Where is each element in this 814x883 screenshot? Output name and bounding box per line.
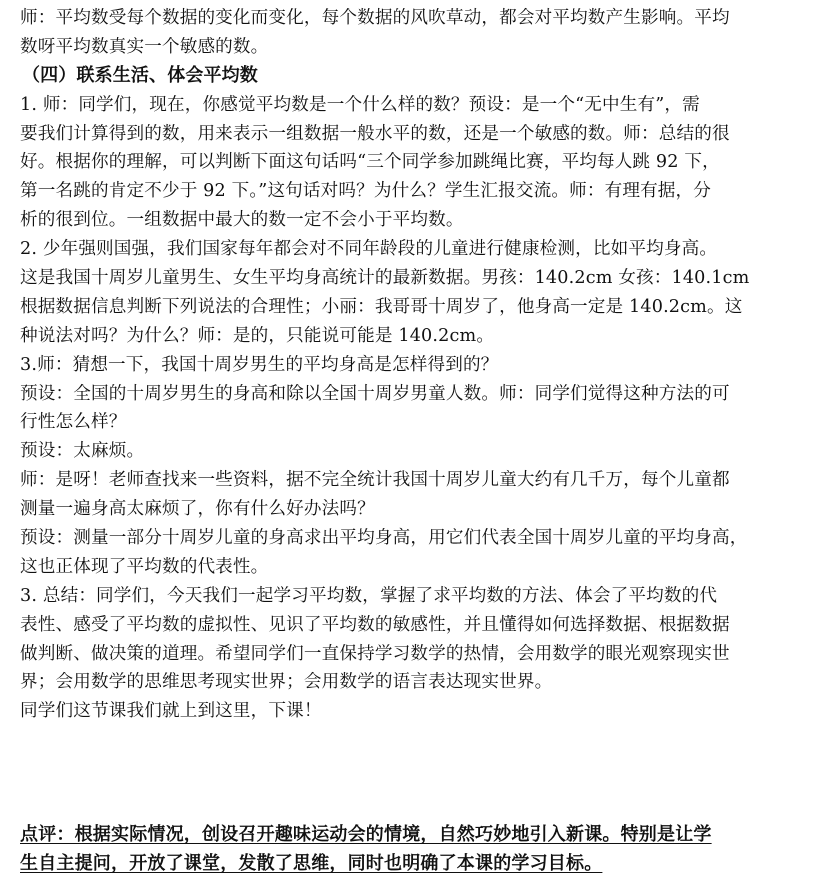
text-line: 根据数据信息判断下列说法的合理性；小丽：我哥哥十周岁了，他身高一定是 140.2cm。这 <box>20 296 743 317</box>
text-line: 同学们这节课我们就上到这里，下课！ <box>20 701 322 722</box>
text-line: 做判断、做决策的道理。希望同学们一直保持学习数学的热情，会用数学的眼光观察现实世 <box>20 643 730 664</box>
text-line: 2. 少年强则国强，我们国家每年都会对不同年龄段的儿童进行健康检测，比如平均身高。 <box>20 239 718 260</box>
text-line: 数呀平均数真实一个敏感的数。 <box>20 36 269 57</box>
text-line: 这是我国十周岁儿童男生、女生平均身高统计的最新数据。男孩：140.2cm 女孩：140.1cm <box>20 268 750 289</box>
text-line: 师：平均数受每个数据的变化而变化，每个数据的风吹草动，都会对平均数产生影响。平均 <box>20 8 730 28</box>
text-line: 3.师：猜想一下，我国十周岁男生的平均身高是怎样得到的？ <box>20 354 499 375</box>
text-line: 预设：太麻烦。 <box>20 441 145 462</box>
comment-line: 生自主提问，开放了课堂，发散了思维，同时也明确了本课的学习目标。 <box>20 853 603 875</box>
text-line: 要我们计算得到的数，用来表示一组数据一般水平的数，还是一个敏感的数。师：总结的很 <box>20 123 730 144</box>
text-line: 表性、感受了平均数的虚拟性、见识了平均数的敏感性，并且懂得如何选择数据、根据数据 <box>20 614 730 635</box>
text-line: 好。根据你的理解，可以判断下面这句话吗“三个同学参加跳绳比赛，平均每人跳 92 下， <box>20 152 720 173</box>
text-line: 第一名跳的肯定不少于 92 下。”这句话对吗？为什么？学生汇报交流。师：有理有据，分 <box>20 181 712 202</box>
comment-line: 点评：根据实际情况，创设召开趣味运动会的情境，自然巧妙地引入新课。特别是让学 <box>20 824 712 846</box>
text-line: 预设：全国的十周岁男生的身高和除以全国十周岁男童人数。师：同学们觉得这种方法的可 <box>20 383 730 404</box>
text-line: 种说法对吗？为什么？师：是的，只能说可能是 140.2cm。 <box>20 325 495 346</box>
text-line: 3. 总结：同学们，今天我们一起学习平均数，掌握了求平均数的方法、体会了平均数的代 <box>20 585 718 606</box>
text-line: 1. 师：同学们，现在，你感觉平均数是一个什么样的数？预设：是一个“无中生有”，需 <box>20 94 700 115</box>
blank-space <box>20 726 800 820</box>
text-line: 师：是呀！老师查找来一些资料，据不完全统计我国十周岁儿童大约有几千万，每个儿童都 <box>20 470 730 491</box>
text-line: 预设：测量一部分十周岁儿童的身高求出平均身高，用它们代表全国十周岁儿童的平均身高， <box>20 528 748 549</box>
section-heading: （四）联系生活、体会平均数 <box>22 64 258 86</box>
text-line: 行性怎么样？ <box>20 412 127 433</box>
text-line: 界；会用数学的思维思考现实世界；会用数学的语言表达现实世界。 <box>20 672 553 693</box>
document-page <box>20 4 800 878</box>
text-line: 测量一遍身高太麻烦了，你有什么好办法吗？ <box>20 499 375 520</box>
text-line: 这也正体现了平均数的代表性。 <box>20 556 269 577</box>
text-line: 析的很到位。一组数据中最大的数一定不会小于平均数。 <box>20 210 464 231</box>
